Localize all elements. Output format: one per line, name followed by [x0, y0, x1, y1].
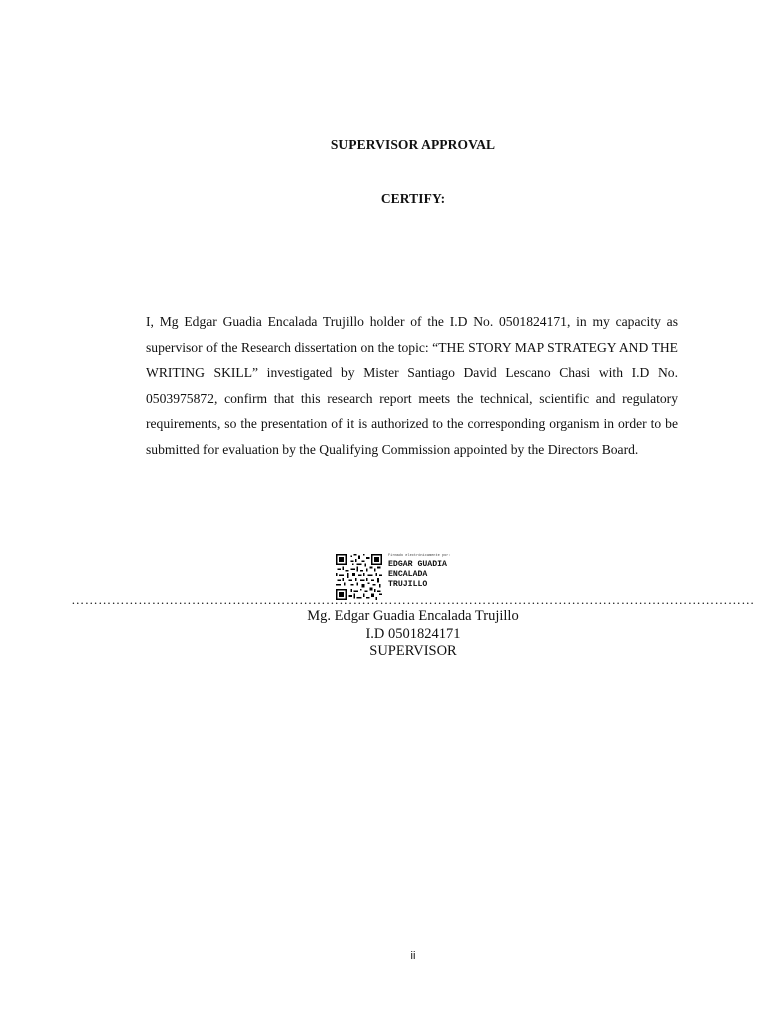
stamp-name-line-2: ENCALADA — [388, 570, 428, 579]
certify-heading: CERTIFY: — [380, 191, 446, 206]
signer-name: Mg. Edgar Guadia Encalada Trujillo — [307, 608, 519, 624]
signature-dotted-line: ……………………………………………………………………………………………………………………………………… — [71, 592, 755, 607]
signer-role: SUPERVISOR — [369, 643, 457, 659]
stamp-signer-name — [388, 560, 447, 590]
stamp-name-line-1: EDGAR GUADIA — [388, 560, 447, 569]
certification-paragraph: I, Mg Edgar Guadia Encalada Trujillo holder of the I.D No. 0501824171, in my capacity as supervisor of the Research dissertation on the topic: “THE STORY MAP STRATEGY AND THE WRITING SKILL” investigated by Mister Santiago David Lescano Chasi with I.D No. 0503975872, confirm that this research report meets the technical, scientific and regulatory requirements, so the presentation of it is authorized to the corresponding organism in order to be submitted for evaluation by the Qualifying Commission appointed by the Directors Board. — [146, 314, 678, 457]
signer-id: I.D 0501824171 — [365, 626, 461, 642]
page-number: ii — [410, 950, 416, 962]
stamp-caption: Firmado electrónicamente por: — [388, 554, 451, 558]
page-title: SUPERVISOR APPROVAL — [330, 137, 496, 152]
stamp-name-line-3: TRUJILLO — [388, 580, 428, 589]
